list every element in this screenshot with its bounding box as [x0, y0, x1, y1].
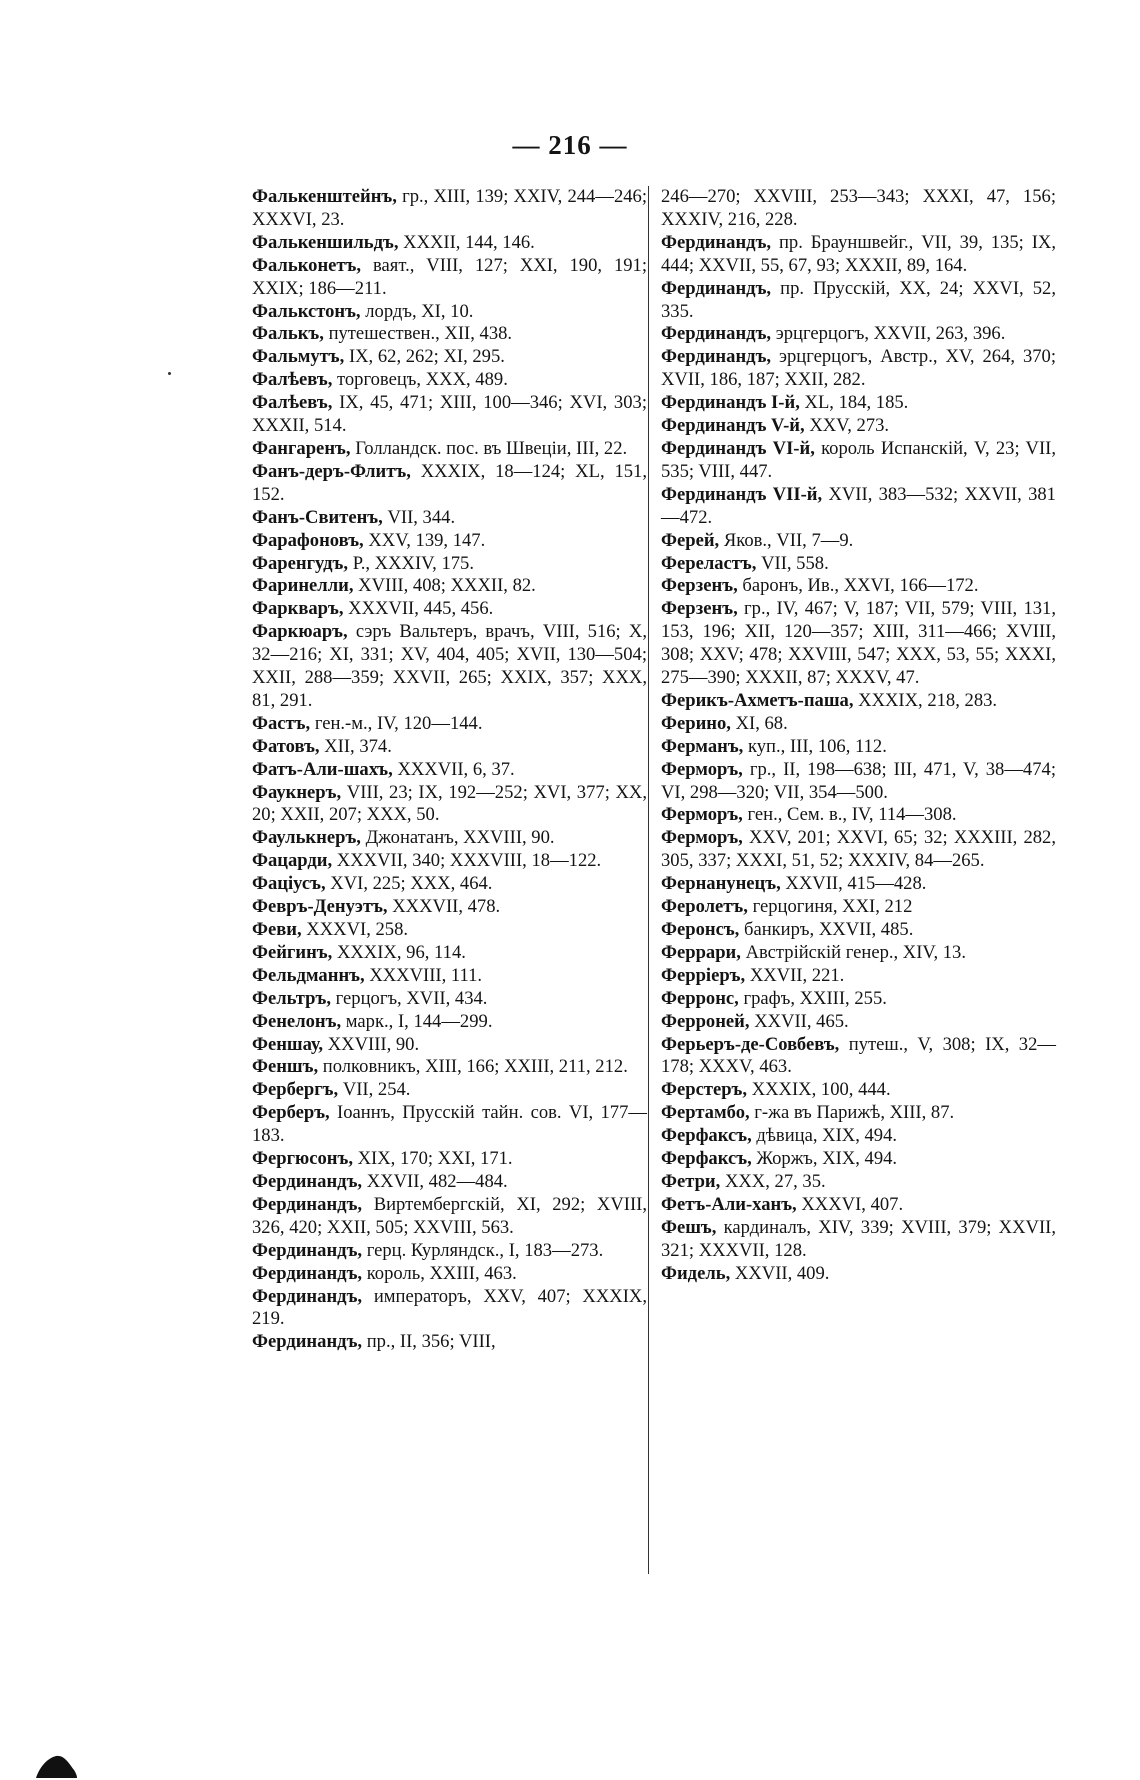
index-entry: [252, 323, 647, 346]
index-entry: [661, 392, 1056, 415]
index-entry: [661, 804, 1056, 827]
entry-references: XL, 184, 185.: [804, 392, 909, 414]
index-entry: [252, 919, 647, 942]
entry-references: XXXII, 144, 146.: [403, 231, 535, 253]
entry-references: дѣвица, XIX, 494.: [756, 1125, 898, 1147]
index-entry: [661, 713, 1056, 736]
entry-headword: Феви,: [252, 919, 302, 940]
index-entry: [661, 827, 1056, 873]
entry-headword: Ферзенъ,: [661, 575, 738, 597]
index-entry: [661, 896, 1056, 919]
index-entry: [252, 1148, 647, 1171]
entry-references: пр., II, 356; VIII,: [366, 1331, 496, 1353]
entry-references: ваят., VIII, 127; XXI, 190, 191; XXIX; 186—211.: [252, 254, 647, 299]
index-entry: [252, 1331, 647, 1354]
entry-headword: Фердинандъ,: [661, 323, 772, 345]
entry-headword: Ферстеръ,: [661, 1079, 748, 1101]
index-entry: [252, 1194, 647, 1240]
entry-headword: Фенелонъ,: [252, 1010, 342, 1032]
entry-headword: Ферино,: [661, 712, 731, 734]
index-entry: [252, 827, 647, 850]
entry-references: графъ, XXIII, 255.: [743, 987, 887, 1009]
entry-headword: Ферріеръ,: [661, 964, 746, 986]
entry-references: XII, 374.: [324, 735, 392, 757]
entry-headword: Фальмутъ,: [252, 346, 345, 368]
entry-headword: Фалькенштейнъ,: [252, 186, 397, 207]
entry-headword: Фаукнеръ,: [252, 781, 342, 803]
entry-references: баронъ, Ив., XXVI, 166—172.: [742, 575, 979, 597]
index-entry: [252, 965, 647, 988]
index-entry: [661, 1194, 1056, 1217]
index-entry: [252, 1079, 647, 1102]
entry-references: герц. Курляндск., I, 183—273.: [366, 1239, 604, 1261]
entry-references: куп., III, 106, 112.: [747, 735, 887, 757]
index-entry: [252, 530, 647, 553]
index-entry: [661, 873, 1056, 896]
entry-headword: Феронсъ,: [661, 919, 740, 940]
entry-references: XXXIX, 96, 114.: [336, 941, 466, 963]
index-entry: [661, 1171, 1056, 1194]
index-entry: [252, 461, 647, 507]
entry-references: торговецъ, XXX, 489.: [337, 369, 508, 391]
entry-references: XXVII, 415—428.: [785, 873, 927, 895]
entry-references: гр., IV, 467; V, 187; VII, 579; VIII, 131, 153, 196; XII, 120—357; XIII, 311—466; XVIII, 308; XXV; 478; XXVIII, 547; XXX, 53, 55; XXXI, 275—390; XXXII, 87; XXXV, 47.: [661, 598, 1056, 689]
entry-headword: Фатъ-Али-шахъ,: [252, 758, 393, 780]
entry-headword: Фарквaръ,: [252, 598, 344, 620]
index-entry: [252, 232, 647, 255]
index-entry: [252, 553, 647, 576]
index-entry: [661, 690, 1056, 713]
index-entry: [661, 1148, 1056, 1171]
index-entry: [252, 1286, 647, 1332]
entry-references: путеш., V, 308; IX, 32—178; XXXV, 463.: [661, 1033, 1056, 1078]
index-entry: [661, 1079, 1056, 1102]
entry-references: XXXVII, 445, 456.: [348, 598, 494, 620]
entry-headword: Ферберъ,: [252, 1102, 330, 1124]
entry-headword: Ферронс,: [661, 987, 739, 1009]
index-entry: [252, 575, 647, 598]
entry-headword: Фанъ-Свитенъ,: [252, 506, 383, 528]
index-entry: [252, 346, 647, 369]
entry-headword: Ферфаксъ,: [661, 1125, 752, 1147]
entry-references: XXVII, 482—484.: [366, 1170, 508, 1192]
entry-headword: Фастъ,: [252, 712, 311, 734]
index-entry: [252, 873, 647, 896]
entry-headword: Ферморъ,: [661, 804, 743, 826]
entry-headword: Фалѣевъ,: [252, 369, 333, 391]
index-entry: [252, 392, 647, 438]
index-entry: [252, 255, 647, 301]
index-entry: [661, 736, 1056, 759]
index-entry: [252, 942, 647, 965]
entry-references: герцогиня, XXI, 212: [752, 896, 913, 918]
entry-headword: Ферроней,: [661, 1010, 750, 1032]
entry-headword: Фешъ,: [661, 1216, 717, 1238]
index-entry: [252, 186, 647, 232]
entry-headword: Ферфаксъ,: [661, 1148, 752, 1170]
entry-headword: Фаулькнеръ,: [252, 827, 361, 849]
page-number: — 216 —: [512, 130, 628, 160]
entry-references: полковникъ, XIII, 166; XXIII, 211, 212.: [322, 1056, 628, 1078]
index-entry: [661, 965, 1056, 988]
entry-headword: Фердинандъ,: [252, 1262, 363, 1284]
index-entry: [661, 186, 1056, 232]
index-entry: [661, 919, 1056, 942]
index-entry: [661, 346, 1056, 392]
index-entry: [252, 1263, 647, 1286]
entry-headword: Фетри,: [661, 1170, 721, 1192]
right-column: [661, 186, 1056, 1286]
index-entry: [661, 942, 1056, 965]
entry-references: Іоаннъ, Прусскій тайн. сов. VI, 177—183.: [252, 1102, 647, 1147]
entry-headword: Фалькеншильдъ,: [252, 231, 399, 253]
entry-headword: Фельтръ,: [252, 987, 331, 1009]
entry-references: XXXIX, 218, 283.: [858, 689, 998, 711]
entry-references: король, XXIII, 463.: [366, 1262, 517, 1284]
entry-headword: Фальконетъ,: [252, 254, 362, 276]
index-entry: [661, 598, 1056, 690]
index-entry: [661, 232, 1056, 278]
entry-references: XXVII, 465.: [754, 1010, 849, 1032]
index-entry: [252, 1171, 647, 1194]
index-entry: [252, 1056, 647, 1079]
entry-headword: Фанъ-деръ-Флитъ,: [252, 460, 411, 482]
entry-references: пр. Брауншвейг., VII, 39, 135; IX, 444; XXVII, 55, 67, 93; XXXII, 89, 164.: [661, 231, 1056, 276]
entry-headword: Ферьеръ-де-Совбевъ,: [661, 1033, 840, 1055]
entry-headword: Фаціусъ,: [252, 873, 326, 895]
index-entry: [661, 323, 1056, 346]
entry-references: XXXVII, 340; XXXVIII, 18—122.: [336, 850, 602, 872]
index-entry: [661, 530, 1056, 553]
index-entry: [661, 759, 1056, 805]
entry-references: XXXVIII, 111.: [369, 964, 483, 986]
index-entry: [661, 415, 1056, 438]
entry-headword: Фаринелли,: [252, 575, 354, 597]
entry-references: Джонатанъ, XXVIII, 90.: [365, 827, 555, 849]
entry-headword: Фаренгудъ,: [252, 552, 349, 574]
index-entry: [661, 1011, 1056, 1034]
entry-references: XVIII, 408; XXXII, 82.: [358, 575, 536, 597]
index-entry: [661, 1034, 1056, 1080]
entry-headword: Фангаренъ,: [252, 437, 351, 459]
entry-headword: Ферикъ-Ахметъ-паша,: [661, 689, 854, 711]
entry-headword: Фейгинъ,: [252, 941, 333, 963]
entry-references: Австрійскій генер., XIV, 13.: [745, 941, 966, 963]
entry-references: XXXIX, 100, 444.: [751, 1079, 891, 1101]
entry-references: ген., Сем. в., IV, 114—308.: [747, 804, 957, 826]
entry-references: эрцгерцогъ, XXVII, 263, 396.: [775, 323, 1006, 345]
index-entry: [252, 438, 647, 461]
entry-references: XXXVII, 6, 37.: [397, 758, 515, 780]
entry-references: Голландск. пос. въ Швеціи, III, 22.: [355, 437, 628, 459]
index-entry: [661, 1217, 1056, 1263]
index-entry: [252, 759, 647, 782]
entry-references: VII, 558.: [761, 552, 829, 574]
entry-headword: Ферзенъ,: [661, 598, 738, 620]
entry-headword: Фидель,: [661, 1262, 731, 1284]
entry-references: VIII, 23; IX, 192—252; XVI, 377; XX, 20; XXII, 207; XXX, 50.: [252, 781, 647, 826]
entry-references: XI, 68.: [735, 712, 788, 734]
entry-headword: Ферманъ,: [661, 735, 744, 757]
index-entry: [252, 598, 647, 621]
entry-headword: Фалькстонъ,: [252, 300, 361, 322]
entry-headword: Фердинандъ,: [252, 1193, 363, 1215]
entry-references: XXXVI, 407.: [801, 1193, 904, 1215]
entry-headword: Фацарди,: [252, 850, 333, 872]
index-entry: [252, 896, 647, 919]
index-entry: [252, 301, 647, 324]
entry-references: XXV, 201; XXVI, 65; 32; XXXIII, 282, 305, 337; XXXI, 51, 52; XXXIV, 84—265.: [661, 827, 1056, 872]
margin-dot: [168, 372, 171, 375]
entry-headword: Фердинандъ,: [252, 1285, 363, 1307]
entry-references: XXX, 27, 35.: [724, 1170, 826, 1192]
entry-headword: Фарафоновъ,: [252, 529, 364, 551]
entry-references: VII, 254.: [342, 1079, 411, 1101]
entry-references: герцогъ, XVII, 434.: [335, 987, 488, 1009]
entry-headword: Ферморъ,: [661, 758, 743, 780]
entry-references: XXV, 273.: [809, 415, 890, 437]
entry-references: Яков., VII, 7—9.: [723, 529, 854, 551]
entry-references: Жоржъ, XIX, 494.: [756, 1148, 898, 1170]
index-entry: [252, 782, 647, 828]
entry-references: XXVII, 409.: [734, 1262, 830, 1284]
entry-headword: Фертамбо,: [661, 1102, 750, 1124]
entry-headword: Фереластъ,: [661, 552, 757, 574]
index-entry: [252, 850, 647, 873]
index-entry: [252, 988, 647, 1011]
index-entry: [661, 438, 1056, 484]
entry-references: 246—270; XXVIII, 253—343; XXXI, 47, 156; XXXIV, 216, 228.: [661, 186, 1056, 230]
entry-references: гр., II, 198—638; III, 471, V, 38—474; VI, 298—320; VII, 354—500.: [661, 758, 1056, 803]
entry-references: пр. Прусскій, XX, 24; XXVI, 52, 335.: [661, 277, 1056, 322]
entry-references: IX, 62, 262; XI, 295.: [348, 346, 505, 368]
index-entry: [252, 736, 647, 759]
entry-headword: Фердинандъ VI-й,: [661, 437, 815, 459]
entry-references: Виртембергскій, XI, 292; XVIII, 326, 420; XXII, 505; XXVIII, 563.: [252, 1193, 647, 1238]
entry-headword: Феншъ,: [252, 1056, 319, 1078]
entry-headword: Фаркюаръ,: [252, 621, 348, 643]
index-entry: [252, 369, 647, 392]
entry-references: г-жа въ Парижѣ, XIII, 87.: [754, 1102, 955, 1124]
entry-headword: Фердинандъ V-й,: [661, 415, 805, 437]
index-entry: [661, 484, 1056, 530]
index-entry: [661, 1263, 1056, 1286]
entry-headword: Фатовъ,: [252, 735, 320, 757]
entry-headword: Фельдманнъ,: [252, 964, 365, 986]
entry-references: XXVIII, 90.: [327, 1033, 420, 1055]
index-entry: [252, 621, 647, 713]
entry-references: XIX, 170; XXI, 171.: [357, 1148, 513, 1170]
entry-headword: Фердинандъ,: [252, 1331, 363, 1353]
index-entry: [661, 553, 1056, 576]
index-entry: [252, 507, 647, 530]
entry-headword: Фердинандъ,: [252, 1239, 363, 1261]
entry-headword: Фердинандъ,: [661, 346, 772, 368]
entry-references: VII, 344.: [387, 506, 456, 528]
entry-references: кардиналъ, XIV, 339; XVIII, 379; XXVII, 321; XXXVII, 128.: [661, 1216, 1056, 1261]
entry-references: сэръ Вальтеръ, врачъ, VIII, 516; X, 32—216; XI, 331; XV, 404, 405; XVII, 130—504; XXII, 288—359; XXVII, 265; XXIX, 357; XXX, 81, 291.: [252, 621, 647, 711]
entry-headword: Фергюсонъ,: [252, 1148, 353, 1170]
index-entry: [252, 1034, 647, 1057]
entry-references: ген.-м., IV, 120—144.: [314, 712, 483, 734]
entry-headword: Ферморъ,: [661, 827, 743, 849]
entry-references: гр., XIII, 139; XXIV, 244—246; XXXVI, 23.: [252, 186, 647, 230]
entry-references: XXXVII, 478.: [392, 896, 501, 918]
entry-headword: Феррари,: [661, 941, 741, 963]
entry-references: путешествен., XII, 438.: [328, 323, 513, 345]
entry-references: XVI, 225; XXX, 464.: [330, 873, 493, 895]
left-column: [252, 186, 647, 1354]
entry-references: XXXIX, 18—124; XL, 151, 152.: [252, 460, 647, 505]
entry-references: банкиръ, XXVII, 485.: [743, 919, 914, 940]
corner-blot-icon: [34, 1752, 78, 1780]
index-entry: [661, 988, 1056, 1011]
entry-headword: Фалѣевъ,: [252, 392, 333, 414]
entry-headword: Фердинандъ,: [661, 231, 772, 253]
entry-references: XVII, 383—532; XXVII, 381—472.: [661, 483, 1056, 528]
entry-headword: Фердинандъ,: [661, 277, 772, 299]
entry-references: XXV, 139, 147.: [368, 529, 486, 551]
entry-headword: Феншау,: [252, 1033, 324, 1055]
entry-references: IX, 45, 471; XIII, 100—346; XVI, 303; XXXII, 514.: [252, 392, 647, 437]
index-entry: [661, 1102, 1056, 1125]
entry-headword: Фердинандъ I-й,: [661, 392, 800, 414]
entry-references: король Испанскій, V, 23; VII, 535; VIII, 447.: [661, 437, 1056, 482]
entry-headword: Февръ-Денуэтъ,: [252, 896, 388, 918]
column-divider: [648, 186, 649, 1574]
entry-headword: Феролетъ,: [661, 896, 748, 918]
entry-headword: Фердинандъ VII-й,: [661, 483, 823, 505]
entry-headword: Фернанунецъ,: [661, 873, 781, 895]
entry-references: императоръ, XXV, 407; XXXIX, 219.: [252, 1285, 647, 1330]
entry-headword: Фердинандъ,: [252, 1170, 363, 1192]
entry-references: эрцгерцогъ, Австр., XV, 264, 370; XVII, 186, 187; XXII, 282.: [661, 346, 1057, 391]
entry-references: марк., I, 144—299.: [345, 1010, 493, 1032]
index-entry: [252, 713, 647, 736]
index-entry: [252, 1240, 647, 1263]
entry-references: лордъ, XI, 10.: [365, 300, 474, 322]
index-entry: [252, 1102, 647, 1148]
entry-headword: Фетъ-Али-ханъ,: [661, 1193, 797, 1215]
entry-headword: Фербергъ,: [252, 1079, 339, 1101]
index-entry: [661, 575, 1056, 598]
entry-references: Р., XXXIV, 175.: [352, 552, 475, 574]
index-entry: [661, 278, 1056, 324]
entry-headword: Фалькъ,: [252, 323, 324, 345]
index-entry: [661, 1125, 1056, 1148]
index-entry: [252, 1011, 647, 1034]
entry-references: XXVII, 221.: [749, 964, 845, 986]
entry-headword: Ферей,: [661, 529, 720, 551]
entry-references: XXXVI, 258.: [306, 919, 409, 940]
